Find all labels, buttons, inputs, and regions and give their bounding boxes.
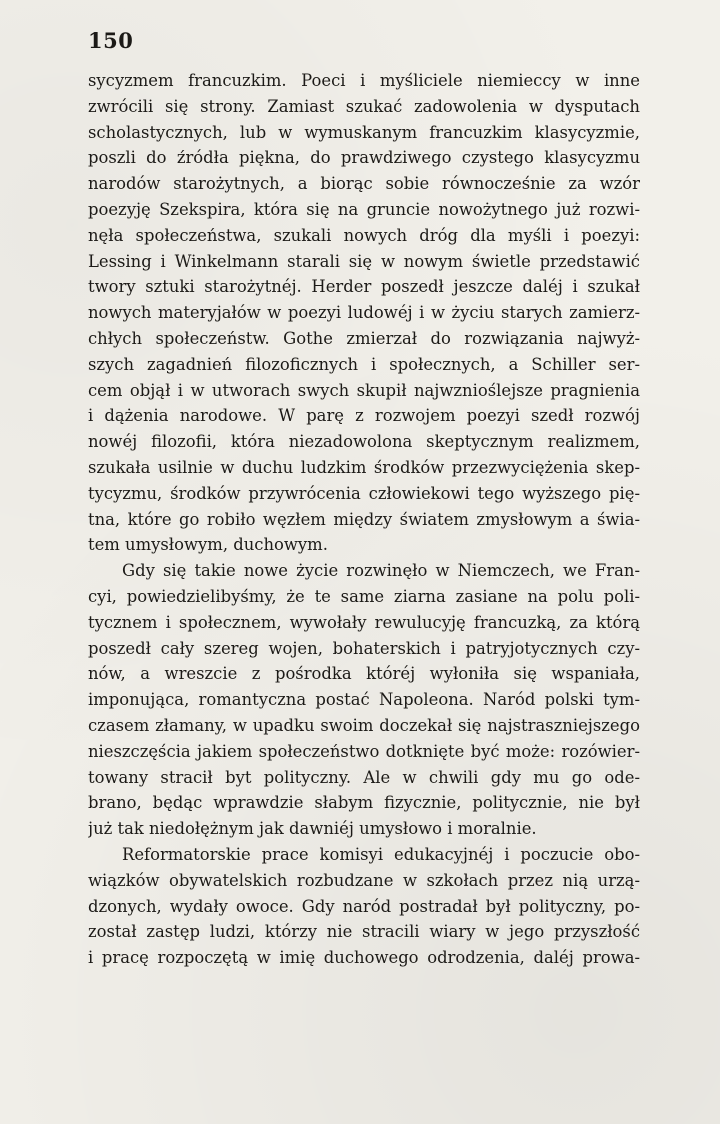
text-line: tem umysłowym, duchowym. — [88, 535, 328, 555]
text-line: poezyję Szekspira, która się na gruncie nowożytnego już rozwi- — [88, 199, 640, 219]
text-line: Lessing i Winkelmann starali się w nowym świetle przedstawić — [88, 251, 640, 271]
page-number: 150 — [88, 28, 134, 53]
text-line: Gdy się takie nowe życie rozwinęło w Niemczech, we Fran- — [122, 561, 640, 581]
text-line: szukała usilnie w duchu ludzkim środków przezwyciężenia skep- — [88, 457, 640, 477]
text-line: czasem złamany, w upadku swoim doczekał się najstraszniejszego — [88, 715, 640, 735]
text-line: nowych materyjałów w poezyi ludowéj i w życiu starych zamierz- — [88, 303, 640, 323]
text-line: zwrócili się strony. Zamiast szukać zadowolenia w dysputach — [88, 96, 640, 116]
text-line: tycznem i społecznem, wywołały rewulucyję francuzką, za którą — [88, 612, 640, 632]
text-line: i dążenia narodowe. W parę z rozwojem poezyi szedł rozwój — [88, 406, 640, 426]
text-line: nęła społeczeństwa, szukali nowych dróg dla myśli i poezyi: — [88, 225, 640, 245]
text-line: sycyzmem francuzkim. Poeci i myśliciele niemieccy w inne — [88, 71, 640, 90]
text-line: Reformatorskie prace komisyi edukacyjnéj i poczucie obo- — [122, 844, 640, 864]
text-line: chłych społeczeństw. Gothe zmierzał do rozwiązania najwyż- — [88, 328, 640, 348]
text-line: dzonych, wydały owoce. Gdy naród postradał był polityczny, po- — [88, 896, 640, 916]
text-line: tna, które go robiło węzłem między światem zmysłowym a świa- — [88, 509, 640, 529]
text-line: cem objął i w utworach swych skupił najwznioślejsze pragnienia — [88, 380, 640, 400]
text-line: tycyzmu, środków przywrócenia człowiekowi tego wyższego pię- — [88, 483, 640, 503]
text-line: poszli do źródła piękna, do prawdziwego czystego klasycyzmu — [88, 148, 640, 168]
text-line: twory sztuki starożytnéj. Herder poszedł jeszcze daléj i szukał — [88, 277, 640, 297]
text-line: już tak niedołężnym jak dawniéj umysłowo i moralnie. — [88, 819, 537, 839]
text-line: poszedł cały szereg wojen, bohaterskich i patryjotycznych czy- — [88, 638, 640, 658]
text-line: imponująca, romantyczna postać Napoleona. Naród polski tym- — [88, 690, 640, 710]
text-line: brano, będąc wprawdzie słabym fizycznie, politycznie, nie był — [88, 793, 640, 813]
text-line: został zastęp ludzi, którzy nie stracili wiary w jego przyszłość — [88, 922, 640, 942]
text-line: nieszczęścia jakiem społeczeństwo dotknięte być może: rozówier- — [88, 741, 640, 761]
text-line: scholastycznych, lub w wymuskanym francuzkim klasycyzmie, — [88, 122, 640, 142]
text-line: wiązków obywatelskich rozbudzane w szkołach przez nią urzą- — [88, 870, 640, 890]
text-line: i pracę rozpoczętą w imię duchowego odrodzenia, daléj prowa- — [88, 948, 640, 968]
text-line: nowéj filozofii, która niezadowolona skeptycznym realizmem, — [88, 432, 640, 452]
text-line: cyi, powiedzielibyśmy, że te same ziarna zasiane na polu poli- — [88, 586, 640, 606]
text-line: towany stracił byt polityczny. Ale w chwili gdy mu go ode- — [88, 767, 640, 787]
text-line: szych zagadnień filozoficznych i społecznych, a Schiller ser- — [88, 354, 640, 374]
body-text — [88, 68, 640, 971]
text-line: nów, a wreszcie z pośrodka któréj wyłoniła się wspaniała, — [88, 664, 640, 684]
text-line: narodów starożytnych, a biorąc sobie równocześnie za wzór — [88, 174, 640, 194]
